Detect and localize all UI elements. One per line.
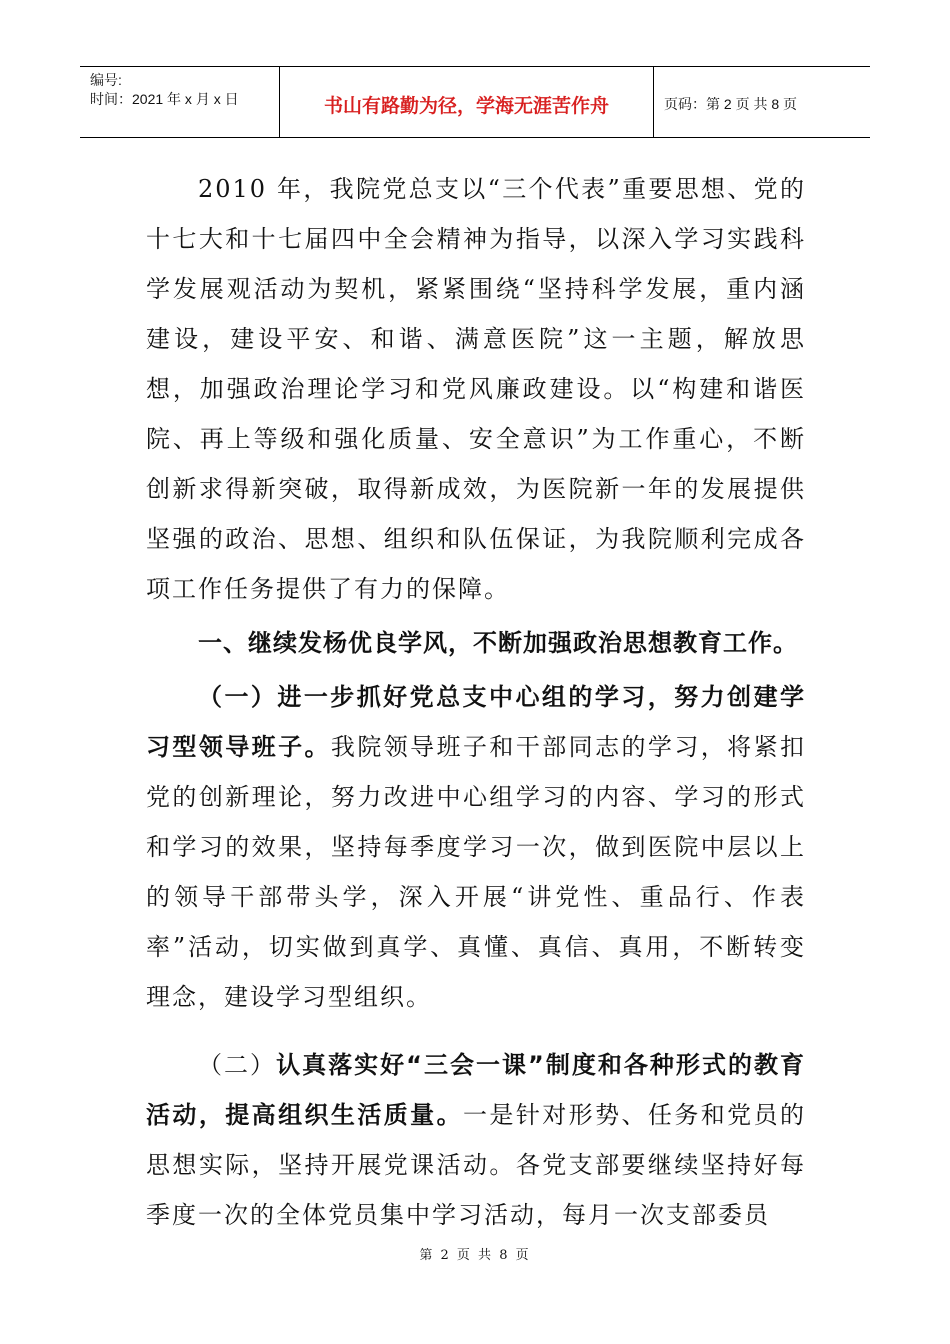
header-meta-cell [80,67,280,137]
subsection-2-lead: 认真落实好“三会一课”制度和各种形式的教育活动，提高组织生活质量。 [146,1051,807,1129]
header-page-cell [654,67,870,137]
subsection-1-text: 我院领导班子和干部同志的学习，将紧扣党的创新理论，努力改进中心组学习的内容、学习的形式和学习的效果，坚持每季度学习一次，做到医院中层以上的领导干部带头学，深入开展“讲党性、重品行、作表率”活动，切实做到真学、真懂、真信、真用，不断转变理念，建设学习型组织。 [146,733,807,1011]
header-motto-cell [280,67,654,137]
subsection-2-text: 一是针对形势、任务和党员的思想实际，坚持开展党课活动。各党支部要继续坚持好每季度一次的全体党员集中学习活动，每月一次支部委员 [146,1101,806,1229]
subsection-2-number: （二） [198,1051,277,1079]
time-label: 时间：2021 年 x 月 x 日 [90,91,239,107]
number-label: 编号: [90,72,122,88]
page-footer [0,1244,950,1263]
document-body [146,164,806,1240]
section-heading-1: 一、继续发杨优良学风，不断加强政治思想教育工作。 [198,629,798,657]
subsection-1-paragraph [146,672,806,1022]
document-header [80,66,870,138]
motto-text: 书山有路勤为径，学海无涯苦作舟 [323,94,609,117]
page-label: 页码：第 2 页 共 8 页 [664,96,798,112]
subsection-1-lead: （一）进一步抓好党总支中心组的学习，努力创建学习型领导班子。 [146,683,806,761]
footer-page-number: 第 2 页 共 8 页 [419,1248,531,1263]
intro-paragraph: 2010 年，我院党总支以“三个代表”重要思想、党的十七大和十七届四中全会精神为指导，以深入学习实践科学发展观活动为契机，紧紧围绕“坚持科学发展，重内涵建设，建设平安、和谐、满意医院”这一主题，解放思想，加强政治理论学习和党风廉政建设。以“构建和谐医院、再上等级和强化质量、安全意识”为工作重心，不断创新求得新突破，取得新成效，为医院新一年的发展提供坚强的政治、思想、组织和队伍保证，为我院顺利完成各项工作任务提供了有力的保障。 [146,175,806,603]
subsection-2-paragraph [146,1040,806,1240]
